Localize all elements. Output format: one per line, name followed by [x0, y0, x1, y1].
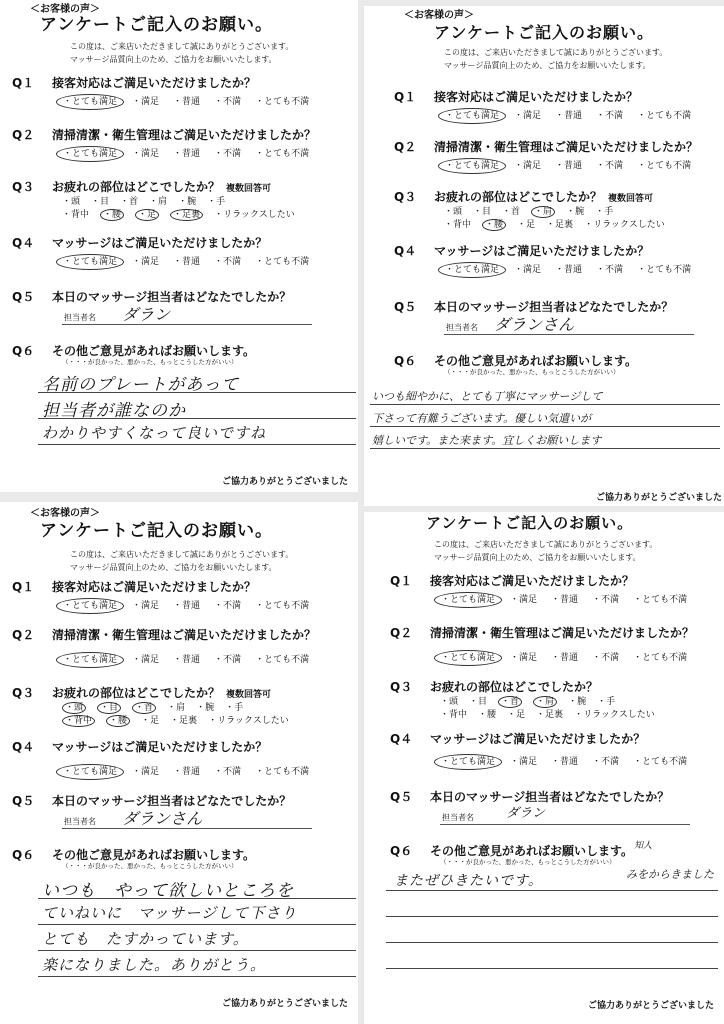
staff-name-handwritten[interactable]: ダランさん — [494, 315, 575, 334]
q6-number: Q６ — [12, 848, 35, 862]
part-relax[interactable]: ・リラックスしたい — [584, 220, 665, 230]
option-very-dissatisfied[interactable]: ・とても不満 — [637, 161, 692, 171]
intro-line-2: マッサージ品質向上のため、ご協力をお願いいたします。 — [70, 55, 277, 64]
part-neck[interactable]: ・首 — [120, 197, 139, 207]
part-waist-selected[interactable]: ・腰 — [100, 209, 124, 221]
q1-text: 接客対応はご満足いただけましたか？ — [430, 574, 635, 588]
form-title: アンケートご記入のお願い。 — [434, 23, 655, 42]
part-shoulder-selected[interactable]: ・肩 — [533, 696, 557, 708]
option-dissatisfied[interactable]: ・不満 — [596, 265, 624, 275]
option-normal[interactable]: ・普通 — [551, 757, 579, 767]
comment-line-4[interactable]: 楽になりました。ありがとう。 — [42, 956, 267, 974]
q4-options — [440, 754, 701, 767]
q6-number: Q６ — [12, 344, 35, 358]
comment-line-2[interactable]: ていねいに マッサージして下さり — [42, 904, 298, 922]
part-arm[interactable]: ・腕 — [196, 703, 215, 713]
option-dissatisfied[interactable]: ・不満 — [592, 757, 620, 767]
part-head[interactable]: ・頭 — [62, 197, 81, 207]
q4-number: Q４ — [394, 244, 417, 258]
q3-number: Q３ — [394, 190, 417, 204]
part-eyes[interactable]: ・目 — [473, 207, 492, 217]
comment-line-1[interactable]: いつも細やかに、とても丁寧にマッサージして — [372, 390, 603, 403]
part-back[interactable]: ・背中 — [62, 210, 90, 220]
part-waist-selected[interactable]: ・腰 — [482, 219, 506, 231]
option-very-satisfied-selected[interactable]: ・とても満足 — [56, 94, 124, 110]
option-dissatisfied[interactable]: ・不満 — [592, 595, 620, 605]
q3-note: 複数回答可 — [608, 194, 654, 204]
option-dissatisfied[interactable]: ・不満 — [592, 653, 620, 663]
staff-line — [444, 334, 694, 335]
part-neck-selected[interactable]: ・首 — [498, 696, 522, 708]
part-shoulder[interactable]: ・肩 — [149, 197, 168, 207]
ruled-line — [38, 898, 356, 899]
q5-text: 本日のマッサージ担当者はどなたでしたか？ — [52, 290, 292, 304]
option-very-satisfied-selected[interactable]: ・とても満足 — [56, 598, 124, 614]
q1-text: 接客対応はご満足いただけましたか？ — [52, 76, 257, 90]
option-normal[interactable]: ・普通 — [173, 97, 201, 107]
q6-text: その他ご意見があればお願いします。 — [430, 844, 634, 858]
option-very-dissatisfied[interactable]: ・とても不満 — [255, 601, 310, 611]
q5-number: Q５ — [390, 790, 413, 804]
ruled-line — [386, 916, 718, 917]
part-hand[interactable]: ・手 — [595, 207, 614, 217]
voice-tag: ＜お客様の声＞ — [30, 508, 100, 519]
thanks-text: ご協力ありがとうございました — [221, 477, 348, 487]
staff-label: 担当者名 — [442, 813, 474, 822]
part-hand[interactable]: ・手 — [597, 697, 616, 707]
option-satisfied[interactable]: ・満足 — [132, 257, 160, 267]
q2-options — [62, 146, 323, 159]
ruled-line — [370, 426, 720, 427]
q3-note: 複数回答可 — [226, 690, 272, 700]
option-satisfied[interactable]: ・満足 — [510, 653, 538, 663]
option-satisfied[interactable]: ・満足 — [514, 111, 542, 121]
part-relax[interactable]: ・リラックスしたい — [574, 710, 655, 720]
q1-number: Q１ — [394, 90, 417, 104]
part-shoulder-selected[interactable]: ・肩 — [531, 206, 555, 218]
survey-sheet-1 — [0, 0, 358, 492]
q1-options — [440, 592, 701, 605]
staff-line — [440, 824, 690, 825]
part-head-selected[interactable]: ・頭 — [62, 702, 86, 714]
handwritten-note-acquaintance[interactable]: 知人 — [634, 841, 653, 851]
option-satisfied[interactable]: ・満足 — [514, 265, 542, 275]
part-waist-selected[interactable]: ・腰 — [106, 715, 130, 727]
ruled-line — [386, 968, 718, 969]
option-very-dissatisfied[interactable]: ・とても不満 — [637, 265, 692, 275]
option-satisfied[interactable]: ・満足 — [132, 97, 160, 107]
option-very-satisfied-selected[interactable]: ・とても満足 — [56, 254, 124, 270]
option-satisfied[interactable]: ・満足 — [132, 149, 160, 159]
option-very-dissatisfied[interactable]: ・とても不満 — [255, 97, 310, 107]
q1-text: 接客対応はご満足いただけましたか？ — [52, 580, 257, 594]
part-relax[interactable]: ・リラックスしたい — [208, 716, 289, 726]
q2-options — [62, 652, 323, 665]
q6-text: その他ご意見があればお願いします。 — [52, 848, 256, 862]
option-dissatisfied[interactable]: ・不満 — [214, 257, 242, 267]
option-very-satisfied-selected[interactable]: ・とても満足 — [438, 158, 506, 174]
ruled-line — [370, 448, 720, 449]
q1-options — [444, 108, 705, 121]
option-satisfied[interactable]: ・満足 — [132, 655, 160, 665]
option-normal[interactable]: ・普通 — [551, 653, 579, 663]
comment-line-3[interactable]: とても たすかっています。 — [42, 930, 249, 948]
option-dissatisfied[interactable]: ・不満 — [214, 601, 242, 611]
part-arm[interactable]: ・腕 — [178, 197, 197, 207]
intro-text — [70, 548, 293, 574]
q3-note: 複数回答可 — [226, 184, 272, 194]
q4-text: マッサージはご満足いただけましたか？ — [434, 244, 650, 258]
q5-number: Q５ — [12, 794, 35, 808]
q2-text: 清掃清潔・衛生管理はご満足いただけましたか？ — [52, 128, 317, 142]
option-very-dissatisfied[interactable]: ・とても不満 — [633, 653, 688, 663]
q3-text — [52, 684, 271, 701]
part-hand[interactable]: ・手 — [207, 197, 226, 207]
intro-line-2: マッサージ品質向上のため、ご協力をお願いいたします。 — [434, 553, 641, 562]
q3-text — [434, 188, 653, 205]
q2-options — [440, 650, 701, 663]
option-normal[interactable]: ・普通 — [555, 161, 583, 171]
part-hand[interactable]: ・手 — [225, 703, 244, 713]
q2-text: 清掃清潔・衛生管理はご満足いただけましたか？ — [52, 628, 317, 642]
comment-line-2[interactable]: 担当者が誰なのか — [42, 401, 186, 421]
part-eyes[interactable]: ・目 — [469, 697, 488, 707]
q1-number: Q１ — [390, 574, 413, 588]
comment-line-3[interactable]: 嬉しいです。また来ます。宜しくお願いします — [372, 434, 602, 447]
option-satisfied[interactable]: ・満足 — [514, 161, 542, 171]
q1-number: Q１ — [12, 580, 35, 594]
q3-number: Q３ — [12, 180, 35, 194]
option-dissatisfied[interactable]: ・不満 — [596, 111, 624, 121]
staff-name-handwritten[interactable]: ダランさん — [122, 809, 203, 828]
part-shoulder[interactable]: ・肩 — [167, 703, 186, 713]
survey-sheet-4 — [364, 512, 724, 1024]
option-dissatisfied[interactable]: ・不満 — [214, 655, 242, 665]
part-arm[interactable]: ・腕 — [566, 207, 585, 217]
q6-subtext: （・・・が良かった、悪かった、もっとこうした方がいい） — [440, 858, 616, 866]
part-neck-selected[interactable]: ・首 — [132, 702, 156, 714]
q6-number: Q６ — [390, 844, 413, 858]
q5-text: 本日のマッサージ担当者はどなたでしたか？ — [434, 300, 674, 314]
staff-label: 担当者名 — [64, 817, 96, 826]
q4-text: マッサージはご満足いただけましたか？ — [430, 732, 646, 746]
q1-number: Q１ — [12, 76, 35, 90]
intro-text — [444, 46, 667, 72]
part-eyes-selected[interactable]: ・目 — [97, 702, 121, 714]
option-dissatisfied[interactable]: ・不満 — [214, 97, 242, 107]
q6-text: その他ご意見があればお願いします。 — [52, 344, 256, 358]
option-satisfied[interactable]: ・満足 — [510, 595, 538, 605]
option-normal[interactable]: ・普通 — [173, 767, 201, 777]
option-normal[interactable]: ・普通 — [173, 601, 201, 611]
q3-number: Q３ — [12, 686, 35, 700]
part-soles-selected[interactable]: ・足裏 — [170, 209, 203, 221]
q4-text: マッサージはご満足いただけましたか？ — [52, 740, 268, 754]
intro-line-1: この度は、ご来店いただきまして誠にありがとうございます。 — [444, 48, 668, 57]
option-very-satisfied-selected[interactable]: ・とても満足 — [434, 592, 502, 608]
form-title: アンケートご記入のお願い。 — [40, 15, 273, 35]
option-satisfied[interactable]: ・満足 — [510, 757, 538, 767]
staff-line — [62, 828, 312, 829]
q2-text: 清掃清潔・衛生管理はご満足いただけましたか？ — [434, 140, 699, 154]
part-eyes[interactable]: ・目 — [91, 197, 110, 207]
option-very-dissatisfied[interactable]: ・とても不満 — [255, 149, 310, 159]
option-normal[interactable]: ・普通 — [551, 595, 579, 605]
q6-subtext: （・・・が良かった、悪かった、もっとこうした方がいい） — [444, 368, 620, 376]
option-normal[interactable]: ・普通 — [173, 257, 201, 267]
part-waist[interactable]: ・腰 — [478, 710, 497, 720]
part-legs[interactable]: ・足 — [517, 220, 536, 230]
part-head[interactable]: ・頭 — [444, 207, 463, 217]
q1-options — [62, 94, 323, 107]
body-row-1 — [62, 700, 254, 713]
staff-line — [62, 324, 312, 325]
option-very-dissatisfied[interactable]: ・とても不満 — [255, 655, 310, 665]
ruled-line — [38, 924, 356, 925]
intro-line-2: マッサージ品質向上のため、ご協力をお願いいたします。 — [70, 563, 277, 572]
ruled-line — [38, 976, 356, 977]
option-very-satisfied-selected[interactable]: ・とても満足 — [434, 754, 502, 770]
part-relax[interactable]: ・リラックスしたい — [214, 210, 295, 220]
part-back[interactable]: ・背中 — [440, 710, 468, 720]
comment-line-1[interactable]: またぜひきたいです。 — [394, 873, 543, 889]
staff-label: 担当者名 — [446, 323, 478, 332]
ruled-line — [386, 942, 718, 943]
option-normal[interactable]: ・普通 — [555, 111, 583, 121]
ruled-line — [370, 404, 720, 405]
body-row-2 — [440, 707, 666, 720]
part-legs[interactable]: ・足 — [141, 716, 160, 726]
q4-options — [62, 254, 323, 267]
option-very-dissatisfied[interactable]: ・とても不満 — [633, 595, 688, 605]
ruled-line — [38, 950, 356, 951]
q3-label: お疲れの部位はどこでしたか？ — [52, 180, 221, 194]
form-title: アンケートご記入のお願い。 — [426, 514, 634, 532]
staff-label: 担当者名 — [64, 313, 96, 322]
q2-number: Q２ — [12, 628, 35, 642]
part-legs[interactable]: ・足 — [507, 710, 526, 720]
q6-number: Q６ — [394, 354, 417, 368]
q2-number: Q２ — [390, 626, 413, 640]
q5-number: Q５ — [394, 300, 417, 314]
intro-line-1: この度は、ご来店いただきまして誠にありがとうございます。 — [434, 540, 658, 549]
option-very-dissatisfied[interactable]: ・とても不満 — [637, 111, 692, 121]
part-soles[interactable]: ・足裏 — [536, 710, 564, 720]
form-title: アンケートご記入のお願い。 — [40, 521, 273, 541]
option-satisfied[interactable]: ・満足 — [132, 601, 160, 611]
option-very-satisfied-selected[interactable]: ・とても満足 — [438, 108, 506, 124]
part-arm[interactable]: ・腕 — [568, 697, 587, 707]
body-row-2 — [444, 217, 676, 230]
part-soles[interactable]: ・足裏 — [170, 716, 198, 726]
thanks-text: ご協力ありがとうございました — [221, 999, 348, 1009]
option-very-satisfied-selected[interactable]: ・とても満足 — [434, 650, 502, 666]
option-very-satisfied-selected[interactable]: ・とても満足 — [56, 146, 124, 162]
option-dissatisfied[interactable]: ・不満 — [214, 767, 242, 777]
part-head[interactable]: ・頭 — [440, 697, 459, 707]
q4-options — [62, 764, 323, 777]
option-very-dissatisfied[interactable]: ・とても不満 — [255, 767, 310, 777]
body-row-1 — [444, 204, 624, 217]
intro-line-1: この度は、ご来店いただきまして誠にありがとうございます。 — [70, 42, 294, 51]
staff-name-handwritten[interactable]: ダラン — [506, 806, 546, 821]
q3-label: お疲れの部位はどこでしたか？ — [434, 190, 603, 204]
ruled-line — [386, 890, 718, 891]
intro-line-2: マッサージ品質向上のため、ご協力をお願いいたします。 — [444, 61, 651, 70]
intro-text — [70, 40, 293, 66]
survey-sheet-3 — [0, 502, 358, 1024]
comment-line-3[interactable]: わかりやすくなって良いですね — [42, 424, 267, 442]
part-neck[interactable]: ・首 — [502, 207, 521, 217]
part-legs-selected[interactable]: ・足 — [135, 209, 159, 221]
q3-label: お疲れの部位はどこでしたか？ — [430, 680, 599, 694]
option-very-satisfied-selected[interactable]: ・とても満足 — [56, 652, 124, 668]
q6-subtext: （・・・が良かった、悪かった、もっとこうした方がいい） — [62, 862, 238, 870]
q2-options — [444, 158, 705, 171]
q1-options — [62, 598, 323, 611]
survey-sheet-2 — [364, 6, 724, 506]
q5-text: 本日のマッサージ担当者はどなたでしたか？ — [430, 790, 670, 804]
comment-line-1[interactable]: いつも やって欲しいところを — [42, 881, 294, 901]
q4-number: Q４ — [12, 236, 35, 250]
ruled-line — [38, 392, 356, 393]
q4-number: Q４ — [12, 740, 35, 754]
q6-subtext: （・・・が良かった、悪かった、もっとこうした方がいい） — [62, 358, 238, 366]
option-normal[interactable]: ・普通 — [173, 149, 201, 159]
comment-line-1[interactable]: 名前のプレートがあって — [42, 375, 240, 395]
option-satisfied[interactable]: ・満足 — [132, 767, 160, 777]
q5-number: Q５ — [12, 290, 35, 304]
q3-text — [430, 678, 598, 695]
part-back-selected[interactable]: ・背中 — [62, 715, 95, 727]
thanks-text: ご協力ありがとうございました — [587, 1001, 714, 1011]
body-row-1 — [440, 694, 626, 707]
body-row-2 — [62, 713, 300, 726]
body-row-2 — [62, 207, 306, 220]
option-dissatisfied[interactable]: ・不満 — [596, 161, 624, 171]
q1-text: 接客対応はご満足いただけましたか？ — [434, 90, 639, 104]
part-back[interactable]: ・背中 — [444, 220, 472, 230]
q3-text — [52, 178, 271, 195]
q5-text: 本日のマッサージ担当者はどなたでしたか？ — [52, 794, 292, 808]
part-soles[interactable]: ・足裏 — [546, 220, 574, 230]
q2-number: Q２ — [12, 128, 35, 142]
handwritten-note-referral[interactable]: みをからきました — [626, 868, 714, 881]
q2-text: 清掃清潔・衛生管理はご満足いただけましたか？ — [430, 626, 695, 640]
option-normal[interactable]: ・普通 — [555, 265, 583, 275]
intro-text — [434, 538, 657, 564]
option-very-dissatisfied[interactable]: ・とても不満 — [633, 757, 688, 767]
q4-text: マッサージはご満足いただけましたか？ — [52, 236, 268, 250]
q4-number: Q４ — [390, 732, 413, 746]
staff-name-handwritten[interactable]: ダラン — [122, 305, 171, 324]
option-normal[interactable]: ・普通 — [173, 655, 201, 665]
ruled-line — [38, 444, 356, 445]
option-very-satisfied-selected[interactable]: ・とても満足 — [56, 764, 124, 780]
q6-text: その他ご意見があればお願いします。 — [434, 354, 638, 368]
ruled-line — [38, 418, 356, 419]
q4-options — [444, 262, 705, 275]
option-very-dissatisfied[interactable]: ・とても不満 — [255, 257, 310, 267]
q2-number: Q２ — [394, 140, 417, 154]
voice-tag: ＜お客様の声＞ — [30, 4, 100, 15]
voice-tag: ＜お客様の声＞ — [404, 10, 474, 21]
thanks-text: ご協力ありがとうございました — [595, 493, 722, 503]
q3-label: お疲れの部位はどこでしたか？ — [52, 686, 221, 700]
intro-line-1: この度は、ご来店いただきまして誠にありがとうございます。 — [70, 550, 294, 559]
option-dissatisfied[interactable]: ・不満 — [214, 149, 242, 159]
body-row-1 — [62, 194, 236, 207]
comment-line-2[interactable]: 下さって有難うございます。優しい気遣いが — [372, 412, 592, 425]
option-very-satisfied-selected[interactable]: ・とても満足 — [438, 262, 506, 278]
q3-number: Q３ — [390, 680, 413, 694]
